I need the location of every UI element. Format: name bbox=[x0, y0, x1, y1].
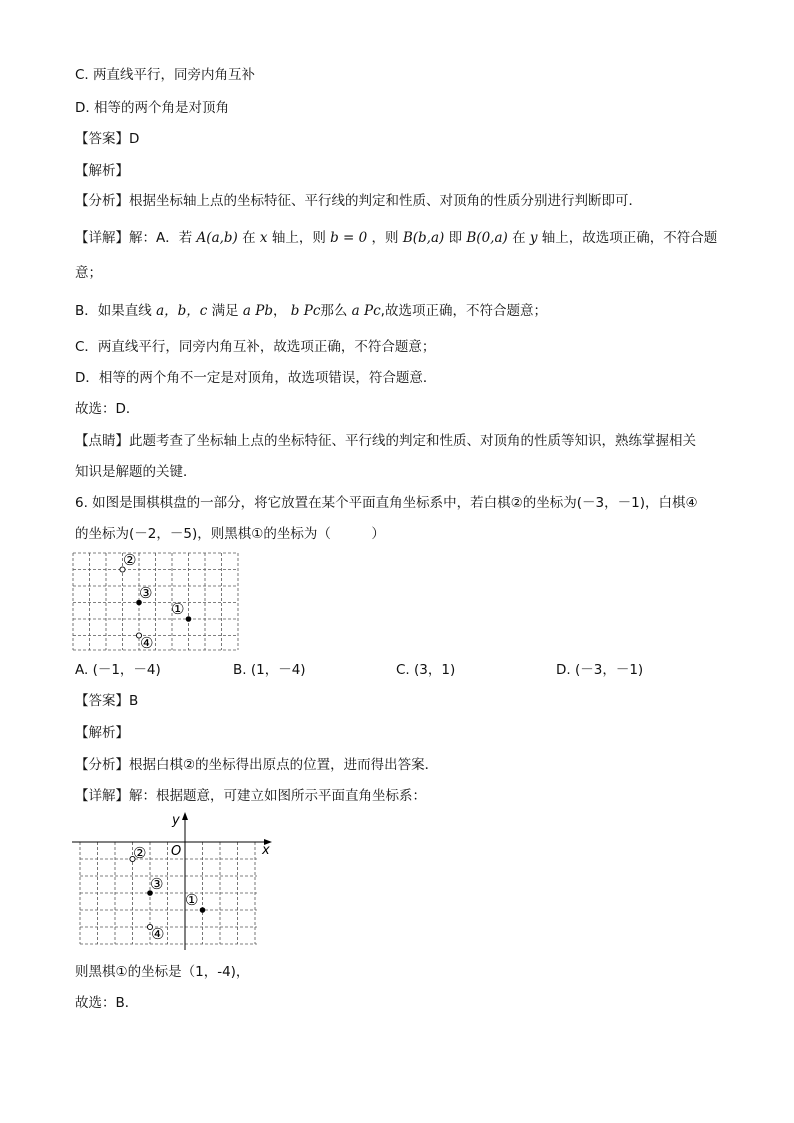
go-board-figure bbox=[72, 550, 240, 652]
coordinate-figure bbox=[72, 812, 277, 950]
detail-line-cont: 意； bbox=[75, 265, 102, 281]
label-3: ③ bbox=[139, 584, 153, 602]
label-4: ④ bbox=[140, 634, 154, 652]
b-prefix: B．如果直线 bbox=[75, 303, 152, 319]
choose-1: 故选：D． bbox=[75, 401, 140, 417]
detail-mid1: 在 bbox=[242, 230, 256, 246]
detail-line-b bbox=[75, 302, 547, 320]
option-c-coords: C. (3，1) bbox=[396, 662, 456, 678]
label-1: ① bbox=[185, 891, 199, 909]
detail-mid6: 轴上，故选项正确，不符合题 bbox=[541, 230, 718, 246]
detail-mid3: ，则 bbox=[371, 230, 399, 246]
detail-mid4: 即 bbox=[448, 230, 463, 246]
detail-mid5: 在 bbox=[512, 230, 526, 246]
result-line: 则黑棋①的坐标是（1，-4)， bbox=[75, 964, 250, 980]
black-stone-1 bbox=[200, 907, 206, 913]
analysis-fenxi-1: 【分析】根据坐标轴上点的坐标特征、平行线的判定和性质、对顶角的性质分别进行判断即可． bbox=[75, 193, 642, 209]
detail-line-d: D．相等的两个角不一定是对顶角，故选项错误，符合题意． bbox=[75, 370, 437, 386]
analysis-label-2: 【解析】 bbox=[75, 725, 129, 741]
question-6-line-2: 的坐标为(－2，－5)，则黑棋①的坐标为（ ） bbox=[75, 526, 385, 542]
math-y: y bbox=[529, 230, 538, 246]
option-a-coords: A. (－1，－4) bbox=[75, 662, 161, 678]
b-suffix: ,故选项正确，不符合题意； bbox=[380, 303, 547, 319]
choose-2: 故选：B． bbox=[75, 995, 139, 1011]
dianjing-line-1: 【点睛】此题考查了坐标轴上点的坐标特征、平行线的判定和性质、对顶角的性质等知识，熟练掌握相关 bbox=[75, 433, 696, 449]
y-axis-label: y bbox=[172, 813, 180, 828]
math-b0: b = 0 bbox=[330, 230, 368, 246]
analysis-fenxi-2: 【分析】根据白棋②的坐标得出原点的位置，进而得出答案． bbox=[75, 757, 439, 773]
detail-mid2: 轴上，则 bbox=[271, 230, 326, 246]
label-3: ③ bbox=[150, 875, 164, 893]
dianjing-line-2: 知识是解题的关键． bbox=[75, 464, 197, 480]
y-axis-arrow bbox=[182, 812, 188, 820]
option-d: D. 相等的两个角是对顶角 bbox=[75, 100, 229, 116]
x-axis-label: x bbox=[262, 843, 270, 858]
math-B-0a: B(0,a) bbox=[466, 230, 508, 246]
black-stone-1 bbox=[186, 616, 192, 622]
detail-line-1 bbox=[75, 229, 717, 247]
math-bPc: b Pc bbox=[290, 303, 321, 319]
math-aPb: a Pb bbox=[242, 303, 273, 319]
math-x: x bbox=[259, 230, 268, 246]
b-mid1: 满足 bbox=[211, 303, 239, 319]
answer-label-2: 【答案】B bbox=[75, 693, 139, 709]
detail-line-c: C．两直线平行，同旁内角互补，故选项正确，不符合题意； bbox=[75, 339, 436, 355]
detail-prefix: 【详解】解：A．若 bbox=[75, 230, 193, 246]
option-c: C. 两直线平行，同旁内角互补 bbox=[75, 67, 256, 83]
question-6-line-1: 6. 如图是围棋棋盘的一部分，将它放置在某个平面直角坐标系中，若白棋②的坐标为(－3，－1)，白棋④ bbox=[75, 495, 698, 511]
b-mid2: 那么 bbox=[320, 303, 348, 319]
detail-line-2: 【详解】解：根据题意，可建立如图所示平面直角坐标系： bbox=[75, 788, 426, 804]
option-d-coords: D. (－3，－1) bbox=[556, 662, 644, 678]
label-2: ② bbox=[123, 551, 137, 569]
label-2: ② bbox=[133, 844, 147, 862]
math-B-ba: B(b,a) bbox=[402, 230, 445, 246]
label-4: ④ bbox=[151, 925, 165, 943]
option-b-coords: B. (1，－4) bbox=[233, 662, 306, 678]
math-A-ab: A(a,b) bbox=[196, 230, 238, 246]
label-1: ① bbox=[171, 600, 185, 618]
origin-label: O bbox=[171, 844, 182, 859]
math-abc: a，b，c bbox=[156, 303, 208, 319]
math-comma: ， bbox=[273, 303, 287, 319]
analysis-label-1: 【解析】 bbox=[75, 163, 129, 179]
answer-label-1: 【答案】D bbox=[75, 131, 140, 147]
math-aPc: a Pc bbox=[351, 303, 381, 319]
